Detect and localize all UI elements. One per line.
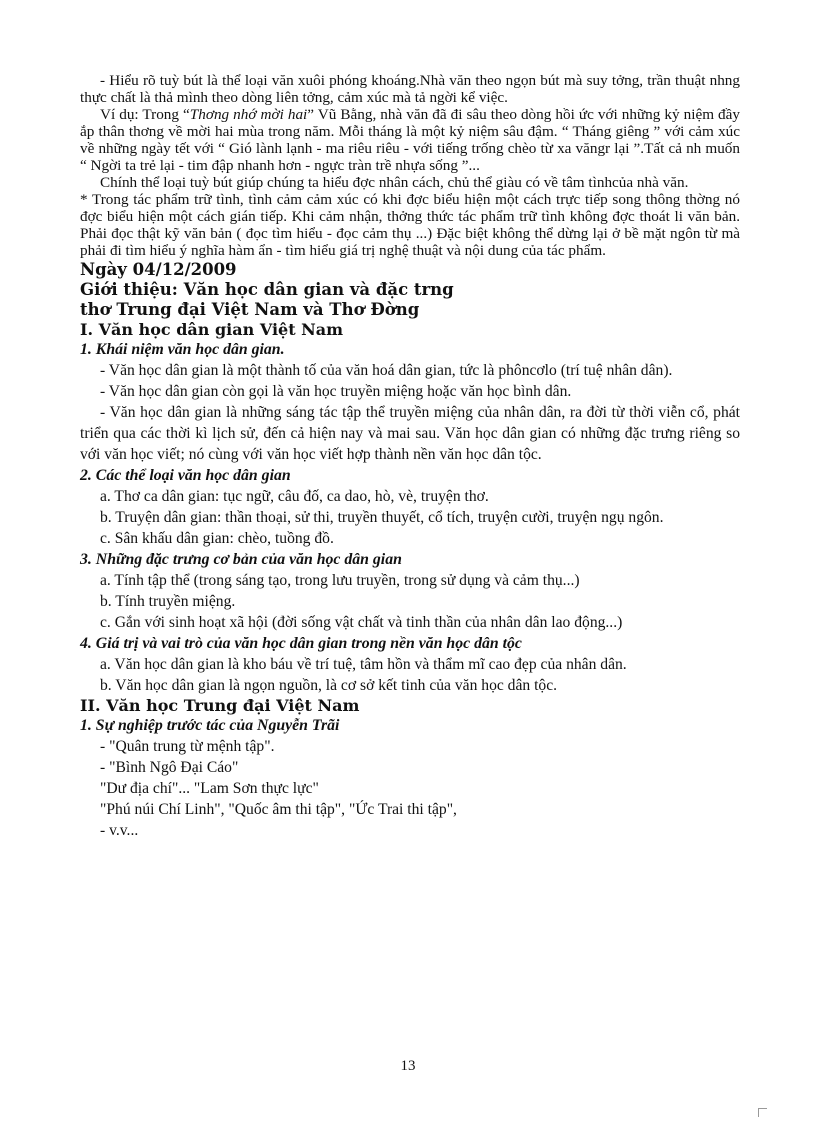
list-item: - "Bình Ngô Đại Cáo"	[100, 759, 239, 776]
list-item: - Văn học dân gian là những sáng tác tập thể truyền miệng của nhân dân, ra đời từ thời viễn cổ, phát triển qua các thời kì lịch sử, đến cả hiện nay và mai sau. Văn học dân gian có những đặc trưng riêng so với văn học viết; nó cùng với văn học viết hợp thành nền văn học dân tộc.	[80, 404, 740, 463]
list-item: a. Thơ ca dân gian: tục ngữ, câu đố, ca dao, hò, vè, truyện thơ.	[100, 488, 489, 505]
list-item: a. Văn học dân gian là kho báu về trí tuệ, tâm hồn và thẩm mĩ cao đẹp của nhân dân.	[100, 656, 627, 673]
list-item: "Dư địa chí"... "Lam Sơn thực lực"	[100, 780, 319, 797]
corner-mark	[758, 1108, 767, 1117]
paragraph-essay-value: Chính thể loại tuỳ bút giúp chúng ta hiểu đợc nhân cách, chủ thể giàu có về tâm tìnhcủa nhà văn.	[100, 174, 689, 191]
subheading-concept: 1. Khái niệm văn học dân gian.	[80, 341, 285, 358]
subheading-genres: 2. Các thể loại văn học dân gian	[80, 467, 291, 484]
example-rest: ” Vũ Bằng, nhà văn đã đi sâu theo dòng hồi ức với những kỷ niệm đầy ắp thân thơng về mời hai mùa trong năm. Mỗi tháng là một kỷ niệm sâu đậm. “ Tháng giêng ” với cảm xúc về những ngày tết với “ Gió lành lạnh - ma riêu riêu - với tiếng trống chèo từ xa văngr lại ”.Tất cả nh muốn “ Ngời ta trẻ lại - tim đập nhanh hơn - ngực tràn trề nhựa sống ”...	[80, 106, 740, 174]
page-number: 13	[400, 1058, 416, 1074]
page-title-line-2: thơ Trung đại Việt Nam và Thơ Đờng	[80, 300, 420, 319]
paragraph-example	[80, 106, 740, 174]
list-item: - Văn học dân gian còn gọi là văn học truyền miệng hoặc văn học bình dân.	[100, 383, 572, 400]
list-item: b. Tính truyền miệng.	[100, 593, 236, 610]
paragraph-essay-definition: - Hiểu rõ tuỳ bút là thể loại văn xuôi phóng khoáng.Nhà văn theo ngọn bút mà suy tởng, trần thuật nhng thực chất là thả mình theo dòng liên tởng, cảm xúc mà tả ngời kể việc.	[80, 72, 740, 106]
section-heading-folk-literature: I. Văn học dân gian Việt Nam	[80, 320, 344, 339]
list-item: c. Sân khấu dân gian: chèo, tuồng đồ.	[100, 530, 334, 547]
date-heading: Ngày 04/12/2009	[80, 260, 237, 279]
example-lead: Ví dụ: Trong “	[100, 106, 190, 123]
document-page	[80, 72, 740, 841]
list-item: b. Văn học dân gian là ngọn nguồn, là cơ sở kết tinh của văn học dân tộc.	[100, 677, 558, 694]
subheading-nguyen-trai-works: 1. Sự nghiệp trước tác của Nguyễn Trãi	[80, 717, 340, 734]
list-item: a. Tính tập thể (trong sáng tạo, trong lưu truyền, trong sử dụng và cảm thụ...)	[100, 572, 580, 589]
subheading-value-role: 4. Giá trị và vai trò của văn học dân gian trong nền văn học dân tộc	[80, 635, 522, 652]
page-title-line-1: Giới thiệu: Văn học dân gian và đặc trng	[80, 280, 454, 299]
list-item: "Phú núi Chí Linh", "Quốc âm thi tập", "Ức Trai thi tập",	[100, 801, 457, 818]
list-item: - Văn học dân gian là một thành tố của văn hoá dân gian, tức là phôncơlo (trí tuệ nhân dân).	[100, 362, 673, 379]
work-title: Thơng nhớ mời hai	[189, 106, 308, 123]
list-item: b. Truyện dân gian: thần thoại, sử thi, truyền thuyết, cổ tích, truyện cười, truyện ngụ ngôn.	[100, 509, 664, 526]
list-item: - v.v...	[100, 822, 139, 839]
section-heading-medieval-literature: II. Văn học Trung đại Việt Nam	[80, 696, 360, 715]
paragraph-lyric-works: * Trong tác phẩm trữ tình, tình cảm cảm xúc có khi đợc biểu hiện một cách trực tiếp song thông thờng nó đợc biểu hiện một cách gián tiếp. Khi cảm nhận, thởng thức tác phẩm trữ tình không đợc thoát li văn bản. Phải đọc thật kỹ văn bản ( đọc tìm hiểu - đọc cảm thụ ...) Đặc biệt không thể dừng lại ở bề mặt ngôn từ mà phải đi tìm hiểu ý nghĩa hàm ẩn - tìm hiểu giá trị nghệ thuật và nội dung của tác phẩm.	[80, 191, 740, 259]
subheading-characteristics: 3. Những đặc trưng cơ bản của văn học dân gian	[80, 551, 402, 568]
list-item: c. Gắn với sinh hoạt xã hội (đời sống vật chất và tinh thần của nhân dân lao động...)	[100, 614, 623, 631]
list-item: - "Quân trung từ mệnh tập".	[100, 738, 275, 755]
